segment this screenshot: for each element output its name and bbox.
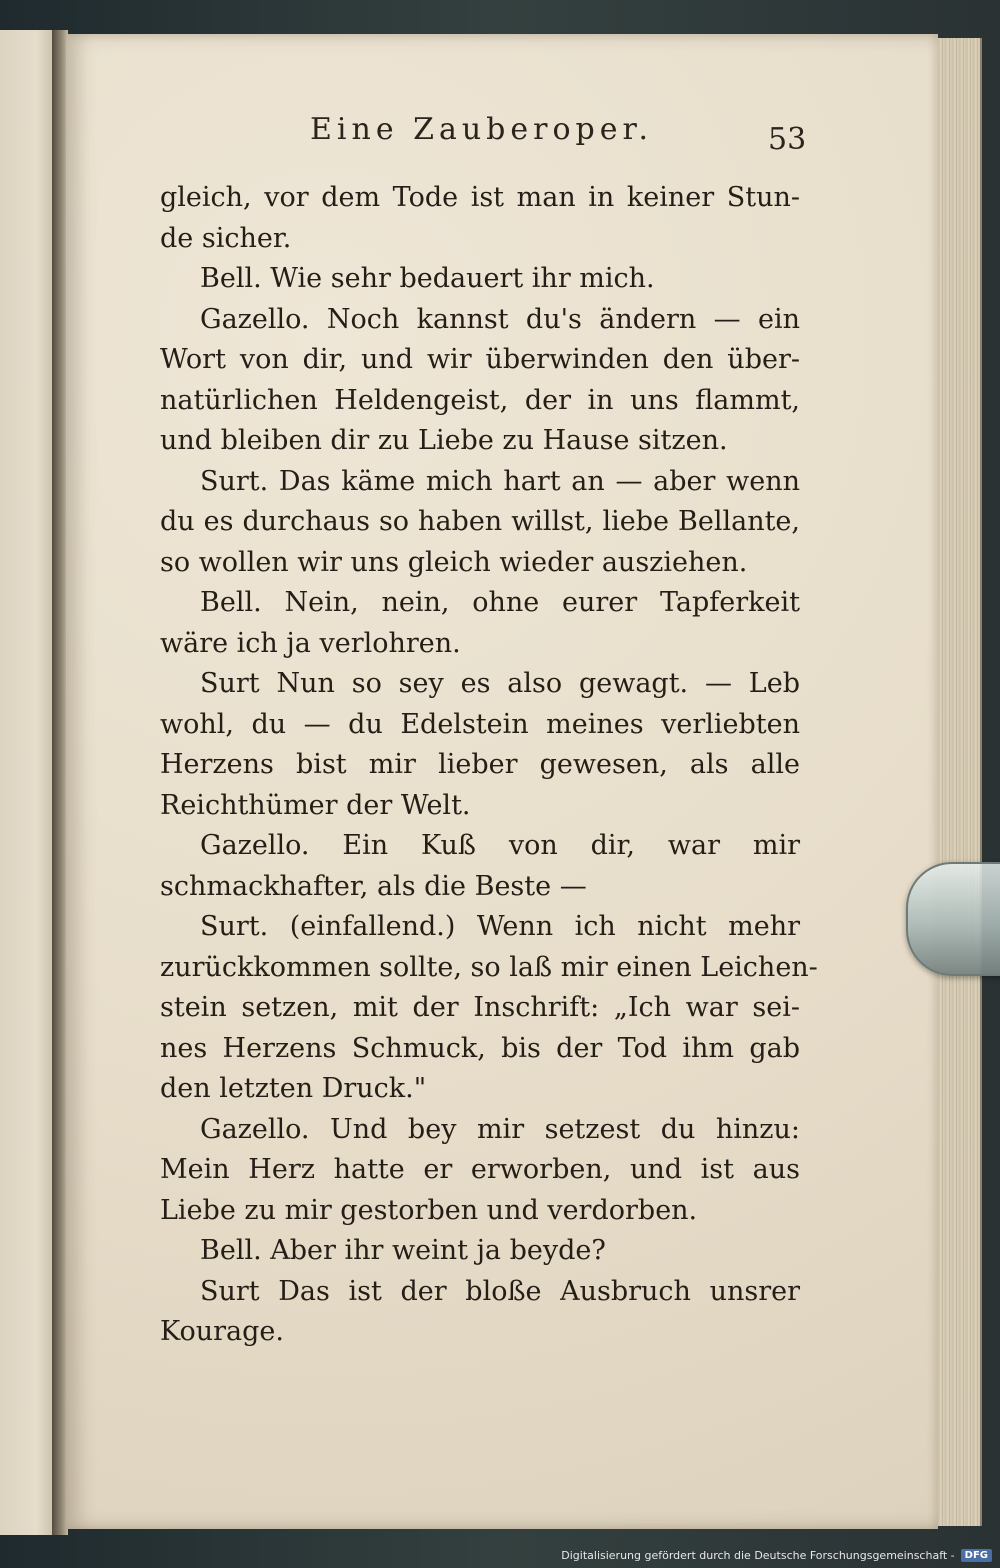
text-line: natürlichen Heldengeist, der in uns flammt, [160,384,800,416]
text-line: Gazello. Ein Kuß von dir, war mir [200,830,800,861]
text-line: du es durchaus so haben willst, liebe Bellante, [160,506,800,537]
page-edge-stack [936,38,982,1526]
text-line: den letzten Druck." [160,1073,427,1104]
text-line: Wort von dir, und wir überwinden den über- [160,344,800,375]
text-line: Bell. Wie sehr bedauert ihr mich. [200,263,655,294]
text-line: Surt Das ist der bloße Ausbruch unsrer [200,1275,800,1307]
text-block [160,178,818,1353]
text-line: Surt Nun so sey es also gewagt. — Leb [200,668,800,699]
previous-page-edge [0,30,56,1535]
dfg-logo: DFG [961,1549,992,1562]
page-marker-tab [906,862,1000,976]
text-line: schmackhafter, als die Beste — [160,870,587,902]
digitization-footer [561,1549,992,1562]
text-line: Mein Herz hatte er erworben, und ist aus [160,1154,800,1185]
text-line: Reichthümer der Welt. [160,789,471,821]
text-line: gleich, vor dem Tode ist man in keiner Stun- [160,182,800,213]
text-line: Herzens bist mir lieber gewesen, als alle [160,749,800,780]
text-line: wäre ich ja verlohren. [160,627,461,659]
running-head: Eine Zauberoper. [310,112,654,147]
text-line: Bell. Nein, nein, ohne eurer Tapferkeit [200,587,800,618]
text-line: Gazello. Noch kannst du's ändern — ein [200,303,800,335]
text-line: wohl, du — du Edelstein meines verliebten [160,708,800,740]
footer-credit: Digitalisierung gefördert durch die Deutsche Forschungsgemeinschaft - [561,1549,955,1562]
text-line: stein setzen, mit der Inschrift: „Ich war sei- [160,992,800,1023]
text-line: Bell. Aber ihr weint ja beyde? [200,1235,606,1266]
text-line: de sicher. [160,222,292,254]
text-line: zurückkommen sollte, so laß mir einen Leichen- [160,951,818,983]
text-line: Liebe zu mir gestorben und verdorben. [160,1194,698,1226]
text-line: Surt. (einfallend.) Wenn ich nicht mehr [200,911,800,942]
text-line: und bleiben dir zu Liebe zu Hause sitzen. [160,425,728,456]
text-line: nes Herzens Schmuck, bis der Tod ihm gab [160,1032,800,1064]
text-line: so wollen wir uns gleich wieder ausziehen. [160,546,748,578]
text-line: Gazello. Und bey mir setzest du hinzu: [200,1113,800,1145]
text-line: Kourage. [160,1316,284,1347]
page-number: 53 [768,122,807,157]
text-line: Surt. Das käme mich hart an — aber wenn [200,465,800,497]
